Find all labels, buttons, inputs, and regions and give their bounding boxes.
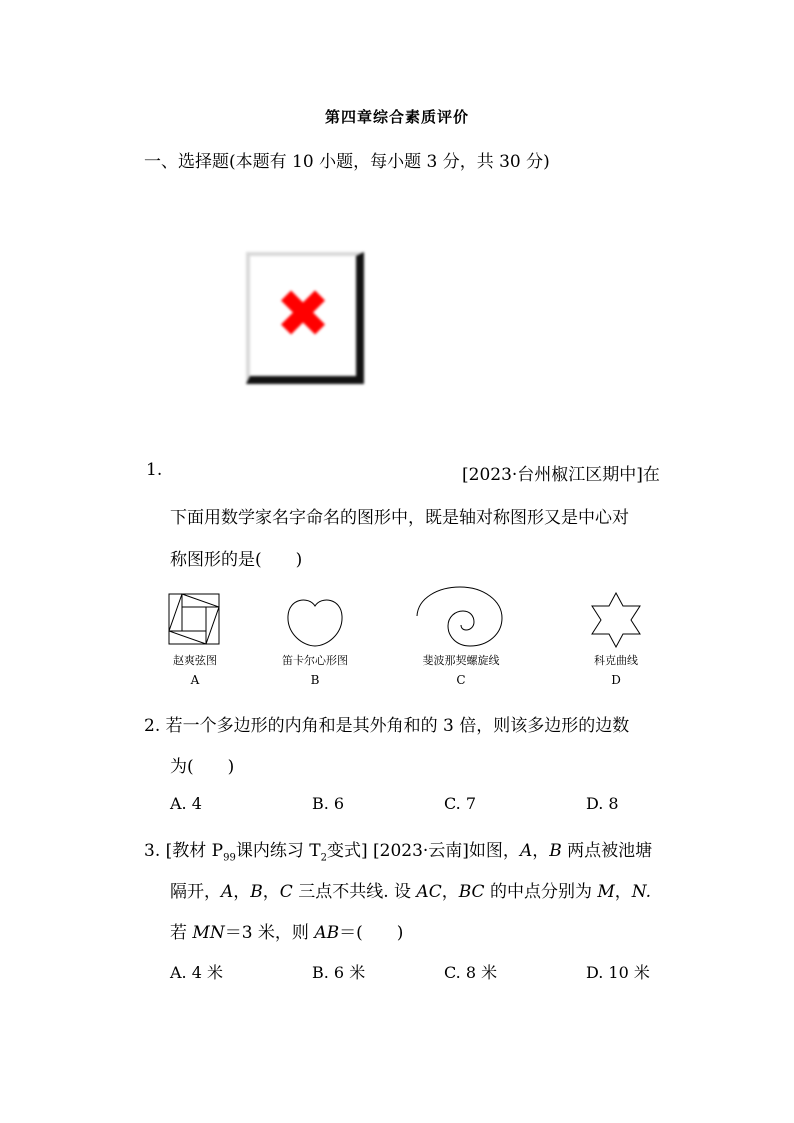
figure-b-caption: 笛卡尔心形图 [282, 654, 348, 667]
red-x-icon: ✖ [275, 275, 331, 353]
q1-number: 1. [146, 460, 163, 480]
section-heading: 一、选择题(本题有 10 小题，每小题 3 分，共 30 分) [144, 152, 550, 172]
koch-snowflake-figure [590, 592, 642, 648]
q2-line1: 2. 若一个多边形的内角和是其外角和的 3 倍，则该多边形的边数 [144, 716, 630, 736]
figure-c-caption: 斐波那契螺旋线 [422, 654, 500, 667]
figure-a-caption: 赵爽弦图 [173, 654, 217, 667]
q1-line2: 下面用数学家名字命名的图形中，既是轴对称图形又是中心对 [170, 508, 629, 528]
figure-b-letter: B [310, 673, 320, 687]
q3-line2: 隔开，A，B，C 三点不共线. 设 AC，BC 的中点分别为 M，N. [170, 882, 651, 902]
figure-a-letter: A [190, 673, 200, 687]
cardioid-figure [285, 596, 345, 648]
figure-d-letter: D [611, 673, 621, 687]
q2-option-b: B. 6 [312, 794, 345, 813]
figure-d-caption: 科克曲线 [594, 654, 638, 667]
q3-option-d: D. 10 米 [586, 963, 650, 982]
q3-option-a: A. 4 米 [170, 963, 223, 982]
q1-source: [2023·台州椒江区期中]在 [462, 465, 660, 485]
q3-line1: 3. [教材 $P_{99}$课内练习 $T_2$变式] [2023·云南]如图，A，B 两点被池塘 [144, 841, 653, 864]
fibonacci-spiral-figure [416, 586, 504, 648]
q3-line3: 若 MN＝3 米，则 AB＝( ) [170, 923, 404, 943]
q2-option-c: C. 7 [444, 794, 477, 813]
broken-image-icon [246, 252, 364, 384]
q3-option-c: C. 8 米 [444, 963, 498, 982]
q3-option-b: B. 6 米 [312, 963, 366, 982]
q2-line2: 为( ) [170, 757, 235, 777]
q2-option-d: D. 8 [586, 794, 619, 813]
page-title: 第四章综合素质评价 [324, 108, 469, 126]
q2-option-a: A. 4 [170, 794, 202, 813]
zhao-shuang-chord-diagram [168, 593, 220, 645]
figure-c-letter: C [456, 673, 466, 687]
q1-line3: 称图形的是( ) [170, 550, 303, 570]
